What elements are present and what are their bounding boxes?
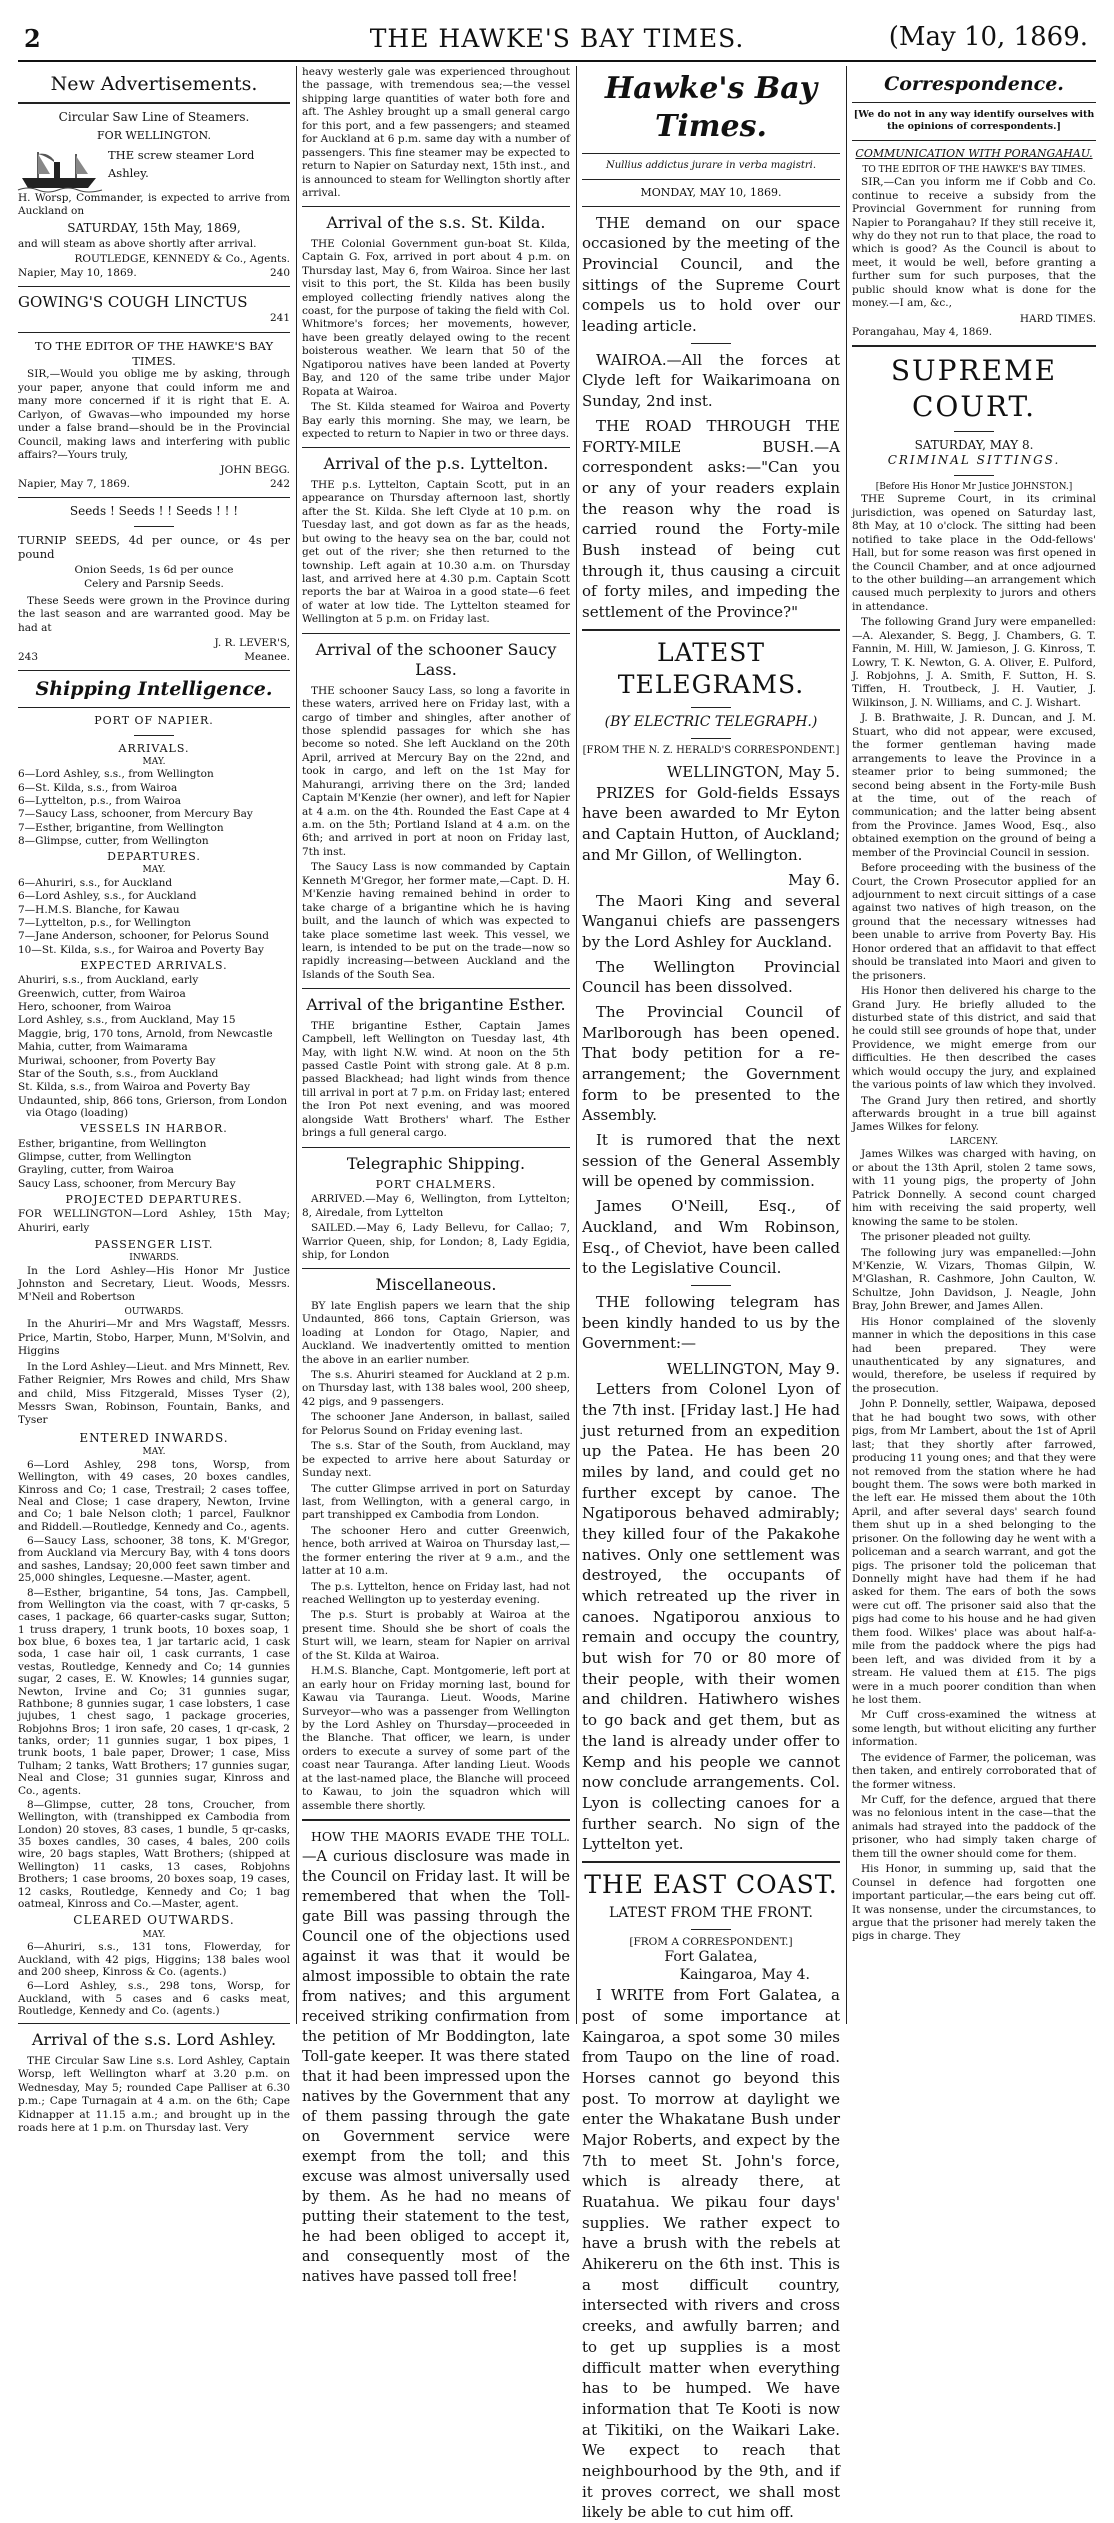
steamer-date: SATURDAY, 15th May, 1869, — [67, 220, 241, 235]
celery-seeds: Celery and Parsnip Seeds. — [84, 577, 224, 590]
court-text: His Honor complained of the slovenly manner in which the depositions in this case had been prepared. They were unauthenticated by any signatures, and would, therefore, be useless if required by the prosecution. — [852, 1315, 1096, 1395]
list-item: 6—St. Kilda, s.s., from Wairoa — [18, 781, 178, 794]
divider — [691, 1285, 731, 1286]
list-item: 7—Esther, brigantine, from Wellington — [18, 821, 224, 834]
newspaper-title: THE HAWKE'S BAY TIMES. — [369, 24, 745, 53]
seeds-place: Meanee. — [244, 650, 290, 663]
list-item: 6—Lord Ashley, s.s., for Auckland — [18, 890, 197, 903]
divider — [852, 345, 1096, 347]
divider — [582, 1861, 840, 1863]
divider — [582, 629, 840, 631]
lyttelton-heading: Arrival of the p.s. Lyttelton. — [323, 454, 549, 474]
divider — [302, 988, 570, 989]
correspondence-note: [We do not in any way identify ourselves with the opinions of correspondents.] — [853, 109, 1095, 133]
arrived-text: ARRIVED.—May 6, Wellington, from Lyttelton; 8, Airedale, from Lyttelton — [302, 1193, 570, 1219]
cleared-item: 6—Lord Ashley, s.s., 298 tons, Worsp, for Auckland, with 5 cases and 6 casks meat, Routledge, Kennedy and Co. (agents.) — [18, 1980, 290, 2018]
evade-text: —A curious disclosure was made in the Council on Friday last. It will be remembered that when the Toll-gate Bill was passing through the Council one of the objections used against it was that it would be almost impossible to obtain the rate from natives; and this argument received striking confirmation from the petition of Mr Boddington, late Toll-gate keeper. It was there stated that it had been impressed upon the natives by the Government that any of them passing through the gate on Government service were exempt from the toll; and this excuse was almost universally used by them. As he had no means of putting their statement to the test, he had been obliged to accept it, and consequently most of the natives have passed toll free! — [302, 1849, 570, 2286]
criminal-sittings: CRIMINAL SITTINGS. — [887, 453, 1061, 468]
divider — [18, 670, 290, 671]
dateline: WELLINGTON, May 5. — [666, 763, 840, 782]
turnip-seeds: TURNIP SEEDS, 4d per ounce, or 4s per pound — [18, 532, 290, 562]
misc-item: H.M.S. Blanche, Capt. Montgomerie, left port at an early hour on Friday morning last, bound for Kawau via Tauranga. Lieut. Woods, Marine Surveyor—who was a passenger from Wellington by the Lord Ashley on Thursday—proceeded in the Blanche. That officer, we learn, is under orders to execute a survey of some part of the coast near Tauranga. After landing Lieut. Woods at the last-named place, the Blanche will proceed to Kawau, to join the squadron which will assemble there shortly. — [302, 1665, 570, 1812]
divider — [18, 497, 290, 498]
list-item: Ahuriri, s.s., from Auckland, early — [18, 974, 199, 987]
arrivals-list — [18, 768, 290, 847]
correspondence-heading: Correspondence. — [884, 73, 1064, 95]
month-label: MAY. — [142, 1447, 166, 1458]
list-item: Lord Ashley, s.s., from Auckland, May 15 — [18, 1014, 236, 1027]
month-label: MAY. — [142, 756, 166, 767]
telegraphic-shipping-heading: Telegraphic Shipping. — [346, 1153, 526, 1173]
divider — [18, 2023, 290, 2024]
departures-list — [18, 877, 290, 956]
telegram-item: It is rumored that the next session of the General Assembly will be opened by commission. — [582, 1131, 840, 1191]
arrival-ashley-continued: heavy westerly gale was experienced throughout the passage, with tremendous sea;—the vessel shipping large quantities of water both fore and aft. The Ashley brought up a small general cargo for this port, and a few passengers; and steamed for Auckland at 6 p.m. same day with a number of passengers. This fine steamer may be expected to return to Napier on Saturday next, 15th inst., and is announced to steam for Wellington shortly after arrival. — [302, 66, 570, 199]
steamer-after: and will steam as above shortly after arrival. — [18, 237, 257, 250]
for-wellington: FOR WELLINGTON. — [97, 128, 211, 142]
divider — [302, 206, 570, 207]
list-item: 7—Saucy Lass, schooner, from Mercury Bay — [18, 808, 253, 821]
divider — [18, 332, 290, 333]
port-heading: PORT OF NAPIER. — [94, 714, 214, 728]
entered-item: 6—Lord Ashley, 298 tons, Worsp, from Wellington, with 49 cases, 20 boxes candles, Kinross and Co; 1 case, Trestrail; 2 cases toffee, Neal and Close; 1 case drapery, Newton, Irvine and Co; 1 bale Nelson cloth; 1 parcel, Faulknor and Riddell.—Routledge, Kennedy and Co., agents. — [18, 1458, 290, 1533]
kilda-text: THE Colonial Government gun-boat St. Kilda, Captain G. Fox, arrived in port about 4 p.m. on Thursday last, May 6, from Wairoa. Since her last visit to this port, the St. Kilda has been busily employed collecting friendly natives along the coast, for the purpose of taking the field with Col. Whitmore's forces; her movements, however, have been greatly delayed owing to the recent boisterous weather. We learn that 50 of the Ngatiporou natives have been landed at Poverty Bay, and 120 of the same tribe under Major Ropata at Wairoa. — [302, 237, 570, 398]
communication-heading: COMMUNICATION WITH PORANGAHAU. — [855, 146, 1093, 160]
misc-item: The s.s. Ahuriri steamed for Auckland at 2 p.m. on Thursday last, with 138 bales wool, 200 sheep, 42 pigs, and 9 passengers. — [302, 1369, 570, 1408]
misc-item: The schooner Jane Anderson, in ballast, sailed for Pelorus Sound on Friday evening last. — [302, 1411, 570, 1437]
steamship-icon — [18, 148, 102, 192]
inwards-text: In the Lord Ashley—His Honor Mr Justice Johnston and Secretary, Lieut. Woods, Messrs. M'Neil and Robertson — [18, 1264, 290, 1304]
seeds-body: These Seeds were grown in the Province during the last season and are warranted good. May be had at — [18, 594, 290, 634]
arrival-ashley-text: THE Circular Saw Line s.s. Lord Ashley, Captain Worsp, left Wellington wharf at 3.20 p.m. on Wednesday, May 5; rounded Cape Palliser at 6.30 p.m.; Cape Turnagain at 4 a.m. on the 6th; Cape Kidnapper at 11.15 a.m.; and brought up in the roads here at 1 p.m. on Thursday last. Very — [18, 2054, 290, 2135]
page-number: 2 — [24, 24, 41, 53]
list-item: 7—Jane Anderson, schooner, for Pelorus Sound — [18, 930, 269, 943]
lead-text: THE demand on our space occasioned by the meeting of the Provincial Council, and the sittings of the Supreme Court compels us to hold over our leading article. — [582, 213, 840, 336]
court-text: Before proceeding with the business of the Court, the Crown Prosecutor applied for an adjournment to next circuit sittings of a case against two natives of high treason, on the ground that the necessary witnesses had been unable to arrive from Poverty Bay. His Honor ordered that an affidavit to that effect should be translated into Maori and given to the prisoners. — [852, 862, 1096, 982]
month-label: MAY. — [142, 1929, 166, 1940]
court-text: The following jury was empanelled:—John M'Kenzie, W. Vizars, Thomas Gilpin, W. M'Glashan, R. Cashmore, John Caulton, W. Schultze, John Davidson, J. Neagle, John Bray, John Brewer, and James Allen. — [852, 1246, 1096, 1313]
saucy-lass-heading: Arrival of the schooner Saucy Lass. — [315, 639, 557, 680]
court-text: The Grand Jury then retired, and shortly afterwards brought in a true bill against James Wilkes for felony. — [852, 1094, 1096, 1134]
cleared-heading: CLEARED OUTWARDS. — [73, 1913, 235, 1928]
telegram-item: The Wellington Provincial Council has been dissolved. — [582, 957, 840, 997]
column-4 — [852, 66, 1096, 2024]
misc-item: BY late English papers we learn that the ship Undaunted, 866 tons, Captain Grierson, was loading at London for Otago, Napier, and Auckland. We inadvertently omitted to mention the above in an earlier number. — [302, 1299, 570, 1366]
column-rule — [576, 66, 577, 2024]
telegram-item: PRIZES for Gold-fields Essays have been awarded to Mr Eyton and Captain Hutton, of Auckland; and Mr Gillon, of Wellington. — [582, 783, 840, 864]
road-note: THE ROAD THROUGH THE FORTY-MILE BUSH.—A correspondent asks:—"Can you or any of your readers explain the reason why the road is carried round the Forty-mile Bush instead of being cut through it, thus causing a circuit of forty miles, and impeding the settlement of the Province?" — [582, 416, 840, 622]
list-item: 6—Lord Ashley, s.s., from Wellington — [18, 768, 214, 781]
electric-telegraph: (BY ELECTRIC TELEGRAPH.) — [604, 713, 818, 730]
list-item: 7—Lyttelton, p.s., for Wellington — [18, 917, 191, 930]
steamer-signature: Napier, May 10, 1869. — [18, 266, 137, 279]
before-justice: [Before His Honor Mr Justice JOHNSTON.] — [875, 481, 1073, 492]
court-text: Mr Cuff cross-examined the witness at some length, but without eliciting any further information. — [852, 1709, 1096, 1749]
supreme-court-heading: SUPREME COURT. — [890, 354, 1058, 424]
shipping-heading: Shipping Intelligence. — [35, 678, 273, 701]
evade-heading: HOW THE MAORIS EVADE THE TOLL. — [311, 1829, 570, 1845]
herald-correspondent: [FROM THE N. Z. HERALD'S CORRESPONDENT.] — [582, 744, 840, 756]
outwards-label: OUTWARDS. — [124, 1306, 184, 1317]
front-text: I WRITE from Fort Galatea, a post of some importance at Kaingaroa, a spot some 30 miles from Taupo on the line of road. Horses cannot go beyond this post. To morrow at daylight we enter the Whakatane Bush under Major Roberts, and expect by the 7th to meet St. John's force, which is already there, at Ruatahua. We pikau four days' supplies. We rather expect to have a brush with the rebels at Ahikereru on the 6th inst. This is a most difficult country, intersected with rivers and cross creeks, and awfully barren; and to get up supplies is a most difficult matter when everything has to be humped. We have information that Te Kooti is now at Tikitiki, on the Waikari Lake. We expect to reach that neighbourhood by the 9th, and if it proves correct, we shall most likely be able to cut him off. — [582, 1986, 840, 2522]
new-ads-heading: New Advertisements. — [50, 73, 258, 95]
latest-front: LATEST FROM THE FRONT. — [608, 1904, 814, 1921]
kilda-heading: Arrival of the s.s. St. Kilda. — [326, 213, 546, 233]
esther-heading: Arrival of the brigantine Esther. — [306, 995, 566, 1015]
communication-date: Porangahau, May 4, 1869. — [852, 326, 993, 339]
projected-text: FOR WELLINGTON—Lord Ashley, 15th May; Ahuriri, early — [18, 1208, 290, 1234]
arrival-ashley-heading: Arrival of the s.s. Lord Ashley. — [31, 2030, 277, 2050]
list-item: Muriwai, schooner, from Poverty Bay — [18, 1054, 216, 1067]
divider — [134, 526, 174, 527]
misc-item: The p.s. Lyttelton, hence on Friday last, had not reached Wellington up to yesterday evening. — [302, 1580, 570, 1607]
column-1 — [18, 66, 290, 2135]
telegram-item: The Maori King and several Wanganui chiefs are passengers by the Lord Ashley for Auckland. — [582, 891, 840, 951]
entered-heading: ENTERED INWARDS. — [79, 1430, 229, 1445]
harbor-list — [18, 1138, 290, 1191]
entered-item: 6—Saucy Lass, schooner, 38 tons, K. M'Gregor, from Auckland via Mercury Bay, with 4 tons doors and sashes, Landsay; 20,000 feet sawn timber and 25,000 shingles, Lequesne.—Master, agent. — [18, 1535, 290, 1585]
divider — [134, 735, 174, 736]
ad-number: 241 — [269, 312, 290, 325]
telegram-item: James O'Neill, Esq., of Auckland, and Wm Robinson, Esq., of Cheviot, have been called to the Legislative Council. — [582, 1197, 840, 1278]
circular-saw-line: Circular Saw Line of Steamers. — [58, 110, 250, 125]
divider — [18, 707, 290, 708]
divider — [954, 475, 994, 476]
cleared-item: 6—Ahuriri, s.s., 131 tons, Flowerday, for Auckland, with 42 pigs, Higgins; 138 bales wool and 200 sheep, Kinross & Co. (agents.) — [18, 1941, 290, 1978]
departures-heading: DEPARTURES. — [107, 850, 201, 864]
ad-number: 240 — [269, 266, 290, 279]
east-coast-heading: THE EAST COAST. — [584, 1869, 838, 1899]
court-text: The following Grand Jury were empanelled:—A. Alexander, S. Begg, J. Chambers, G. T. Fannin, M. Hill, W. Jamieson, J. G. Kinross, T. Lowry, T. K. Newton, G. A. Oliver, E. Pulford, J. Robjohns, J. A. Smith, F. Sutton, H. S. Tiffen, H. Troutbeck, J. H. Vautier, J. Wilkinson, J. N. Williams, and C. J. Wishart. — [852, 616, 1096, 709]
list-item: Greenwich, cutter, from Wairoa — [18, 987, 186, 1000]
list-item: Grayling, cutter, from Wairoa — [18, 1164, 174, 1177]
list-item: Hero, schooner, from Wairoa — [18, 1001, 172, 1014]
column-2 — [302, 66, 570, 2286]
larceny-heading: LARCENY. — [949, 1136, 999, 1147]
court-text: J. B. Brathwaite, J. R. Duncan, and J. M. Stuart, who did not appear, were excused, the former gentleman having made arrangements to leave the Province in a steamer prior to being summoned; the second being absent in the Forty-mile Bush at the time, out of the reach of communication; and the latter being absent from the Province. James Wood, Esq., also obtained exemption on the ground of being a member of the Provincial Council in session. — [852, 712, 1096, 859]
entered-item: 8—Esther, brigantine, 54 tons, Jas. Campbell, from Wellington via the coast, with 7 qr-casks, 5 cases, 1 package, 66 quarter-casks sugar, Sutton; 1 truss drapery, 1 trunk boots, 10 boxes soap, 1 box blue, 6 boxes tea, 1 jar tartaric acid, 1 cask soda, 1 case hair oil, 1 cask currants, 1 case vestas, Routledge, Kennedy and Co; 14 gunnies sugar, 2 cases, E. W. Knowles; 14 gunnies sugar, Newton, Irvine and Co; 31 gunnies sugar, Rathbone; 8 gunnies sugar, 1 case lobsters, 1 case jujubes, 1 chest sago, 1 package groceries, Robjohns Bros; 1 iron safe, 20 cases, 1 qr-cask, 2 tanks, order; 11 gunnies sugar, 1 box pipes, 1 trunk boots, 1 bale paper, Drower; 1 case, Miss Tulham; 2 tanks, Watt Brothers; 17 gunnies sugar, Neal and Close; 31 gunnies sugar, Kinross and Co., agents. — [18, 1586, 290, 1797]
court-text: John P. Donnelly, settler, Waipawa, deposed that he had bought two sows, with other pigs, from Mr Lambert, about the 1st of April last; that they shortly after farrowed, producing 11 young ones; and that they were not removed from the station where he had bought them. The sows were both marked in the left ear. He missed them about the 10th April, and after several days' search found them shut up in a shed belonging to the prisoner. On the following day he went with a policeman and a search warrant, and got the pigs. The prisoner told the policeman that Donnelly might have had them if he had asked for them. The ears of both the sows were cut off. The prisoner said also that the pigs had come to his house and he had given them food. Wilkes' place was about half-a-mile from the paddock where the pigs had been left, and was divided from it by a stream. He valued them at £15. The pigs were in a much poorer condition than when he lost them. — [852, 1398, 1096, 1706]
divider — [852, 140, 1096, 141]
column-3 — [582, 66, 840, 2522]
harbor-heading: VESSELS IN HARBOR. — [80, 1122, 228, 1136]
steamer-agents: ROUTLEDGE, KENNEDY & Co., Agents. — [74, 253, 290, 266]
from-correspondent: [FROM A CORRESPONDENT.] — [629, 1935, 793, 1948]
letter-heading: TO THE EDITOR OF THE HAWKE'S BAY TIMES. — [34, 338, 274, 368]
misc-item: The s.s. Star of the South, from Auckland, may be expected to arrive here about Saturday or Sunday next. — [302, 1440, 570, 1480]
column-rule — [846, 66, 847, 2024]
lyon-telegram: Letters from Colonel Lyon of the 7th inst. [Friday last.] He had just returned from an expedition up the Patea. He has been 20 miles by land, and could get no further except by canoe. The Ngatiporous behaved admirably; they killed four of the Pakakohe natives. Only one settlement was destroyed, the occupants of which retreated up the river in canoes. Ngatiporou anxious to remain and occupy the country, but wish for 70 or 80 more of their people, with their women and children. Hatiwhero wishes to go back and get them, but as the land is already under offer to Kemp and his people we cannot now conclude arrangements. Col. Lyon is collecting canoes for a further search. No sign of the Lyttelton yet. — [582, 1380, 840, 1854]
court-text: Mr Cuff, for the defence, argued that there was no felonious intent in the case—that the animals had strayed into the paddock of the prisoner, who had simply taken charge of them till the owner should come for them. — [852, 1794, 1096, 1860]
communication-signature: HARD TIMES. — [1019, 312, 1096, 325]
motto: Nullius addictus jurare in verba magistri. — [605, 159, 817, 171]
port-chalmers: PORT CHALMERS. — [375, 1178, 497, 1192]
divider — [302, 1147, 570, 1148]
to-editor: TO THE EDITOR OF THE HAWKE'S BAY TIMES. — [862, 164, 1086, 175]
inwards-label: INWARDS. — [129, 1253, 179, 1264]
court-text: His Honor then delivered his charge to the Grand Jury. He briefly alluded to the disturbed state of this district, and said that he could still see grounds of hope that, under Providence, we might emerge from our difficulties. He then described the cases which would occupy the jury, and explained the various points of law which they involved. — [852, 985, 1097, 1092]
kaingaroa-date: Kaingaroa, May 4. — [679, 1967, 810, 1984]
expected-heading: EXPECTED ARRIVALS. — [80, 959, 228, 973]
divider — [954, 431, 994, 432]
arrivals-heading: ARRIVALS. — [118, 741, 190, 755]
divider — [691, 707, 731, 708]
seeds-heading: Seeds ! Seeds ! ! Seeds ! ! ! — [69, 504, 239, 519]
list-item: 6—Ahuriri, s.s., for Auckland — [18, 876, 173, 889]
divider — [582, 153, 840, 154]
list-item: Star of the South, s.s., from Auckland — [18, 1067, 219, 1080]
esther-text: THE brigantine Esther, Captain James Campbell, left Wellington on Tuesday last, 4th May, with light N.W. wind. At noon on the 5th passed Castle Point with strong gale. At 8 p.m. passed Blackhead; had light winds from thence till arrival in port at 7 p.m. on Friday last; entered the Iron Pot next evening, and was moored alongside Watt Brothers' wharf. The Esther brings a full general cargo. — [302, 1019, 570, 1140]
maoris-evade-toll — [302, 1827, 570, 2287]
column-rule — [296, 66, 297, 2024]
letter-date: Napier, May 7, 1869. — [18, 477, 130, 490]
editorial-date: MONDAY, MAY 10, 1869. — [640, 185, 782, 199]
court-text: James Wilkes was charged with having, on or about the 13th April, stolen 2 tame sows, with 11 young pigs, the property of John Patrick Donnelly. A second count charged him with receiving the said property, well knowing the same to be stolen. — [852, 1148, 1096, 1228]
dateline: WELLINGTON, May 9. — [666, 1359, 840, 1378]
divider — [582, 206, 840, 207]
sailed-text: SAILED.—May 6, Lady Bellevu, for Callao; 7, Warrior Queen, ship, for London; 8, Lady Egidia, ship, for London — [302, 1222, 570, 1261]
divider — [691, 1929, 731, 1930]
list-item: Undaunted, ship, 866 tons, Grierson, from London via Otago (loading) — [18, 1094, 288, 1120]
court-text: The evidence of Farmer, the policeman, was then taken, and entirely corroborated that of the former witness. — [852, 1751, 1096, 1791]
issue-date: (May 10, 1869. — [888, 22, 1088, 52]
lyttelton-text: THE p.s. Lyttelton, Captain Scott, put in an appearance on Thursday afternoon last, shortly after the St. Kilda. She left Clyde at 10 p.m. on Tuesday last, and got down as far as the heads, but owing to the heavy sea on the bar, could not get out of the river; she then returned to the township. Left again at 10.30 a.m. on Thursday last, and arrived here at 4.30 p.m. Captain Scott reports the bar at Wairoa in a good state—6 feet of water at low tide. The Lyttelton steamed for Wellington at 5 p.m. on Friday last. — [302, 478, 570, 626]
divider — [691, 738, 731, 739]
divider — [18, 102, 290, 104]
projected-heading: PROJECTED DEPARTURES. — [65, 1193, 243, 1207]
wairoa-note: WAIROA.—All the forces at Clyde left for Waikarimoana on Sunday, 2nd inst. — [582, 350, 840, 411]
month-label: MAY. — [142, 865, 166, 876]
list-item: Maggie, brig, 170 tons, Arnold, from Newcastle — [18, 1027, 273, 1040]
saucy-lass-text: THE schooner Saucy Lass, so long a favorite in these waters, arrived here on Friday last, with a cargo of timber and shingles, after another of those splendid passages for which she has become so noted. She left Auckland on the 20th April, arrived at Mercury Bay on the 22nd, and took in cargo, and left on the 1st May for Mahurangi, arriving there on the 3rd; landed Captain M'Kenzie (her owner), and left for Napier at 4 a.m. on the 4th. Rounded the East Cape at 4 a.m. on the 5th; Portland Island at 4 a.m. on the 6th; and arrived in port at noon on Friday last, 7th inst. — [302, 684, 570, 858]
divider — [691, 343, 731, 344]
list-item: 7—H.M.S. Blanche, for Kawau — [18, 903, 180, 916]
miscellaneous-heading: Miscellaneous. — [375, 1275, 497, 1295]
list-item: 6—Lyttelton, p.s., from Wairoa — [18, 794, 181, 807]
dateline: May 6. — [788, 871, 840, 890]
onion-seeds: Onion Seeds, 1s 6d per ounce — [74, 564, 234, 577]
letter-signature: JOHN BEGG. — [220, 464, 290, 477]
list-item: 10—St. Kilda, s.s., for Wairoa and Poverty Bay — [18, 943, 264, 956]
expected-list — [18, 974, 290, 1119]
court-text: His Honor, in summing up, said that the Counsel in defence had forgotten one important particular,—the ears being cut off. It was nonsense, under the circumstances, to argue that the prisoner had merely taken the pigs in charge. They — [852, 1863, 1096, 1943]
outwards-text: In the Ahuriri—Mr and Mrs Wagstaff, Messrs. Price, Martin, Stobo, Harper, Munn, M'Solvin, and Higgins — [18, 1318, 290, 1358]
telegram-item: The Provincial Council of Marlborough has been opened. That body petition for a re-arrangement; the Government form to be presented to the Assembly. — [582, 1002, 840, 1125]
telegrams-heading: LATEST TELEGRAMS. — [617, 637, 805, 699]
misc-item: The p.s. Sturt is probably at Wairoa at the present time. Should she be short of coals the Sturt will, we learn, steam for Napier on arrival of the St. Kilda at Wairoa. — [302, 1609, 570, 1662]
steamer-ad — [18, 146, 290, 281]
ad-number: 243 — [18, 650, 39, 663]
seeds-signature: J. R. LEVER'S, — [214, 637, 290, 650]
steamer-body: H. Worsp, Commander, is expected to arrive from Auckland on — [18, 191, 290, 218]
court-date: SATURDAY, MAY 8. — [914, 438, 1034, 453]
court-text: THE Supreme Court, in its criminal jurisdiction, was opened on Saturday last, 8th May, at 10 o'clock. The sitting had been notified to take place in the Odd-fellows' Hall, but for some reason was first opened in the Council Chamber, and at once adjourned to the other building—an arrangement which caused much perplexity to jurors and others in attendance. — [852, 493, 1096, 613]
list-item: Mahia, cutter, from Waimarama — [18, 1041, 188, 1054]
divider — [582, 179, 840, 180]
letter-body: SIR,—Would you oblige me by asking, through your paper, anyone that could inform me and many more concerned if it is right that E. A. Carlyon, of Gwavas—who impounded my horse under a false brand—should be in the Provincial Council, making laws and interfering with public affairs?—Yours truly, — [18, 368, 290, 461]
list-item: Glimpse, cutter, from Wellington — [18, 1150, 192, 1163]
divider — [852, 102, 1096, 103]
passenger-heading: PASSENGER LIST. — [94, 1237, 214, 1251]
list-item: 8—Glimpse, cutter, from Wellington — [18, 835, 209, 848]
paper-title: Hawke's Bay Times. — [604, 71, 818, 145]
gowing-ad: GOWING'S COUGH LINCTUS — [18, 293, 248, 312]
entered-item: 8—Glimpse, cutter, 28 tons, Croucher, from Wellington, with (transhipped ex Cambodia from London) 20 stoves, 83 cases, 1 bundle, 5 qr-casks, 35 boxes candles, 30 cases, 4 bales, 200 coils wire, 20 bags staples, Watt Brothers; (shipped at Wellington) 11 casks, 13 cases, Robjohns Brothers; 1 case brooms, 20 boxes soap, 19 cases, 12 casks, Routledge, Kennedy and Co; 1 bag oatmeal, Kinross and Co.—Master, agent. — [18, 1798, 290, 1910]
divider — [302, 447, 570, 448]
misc-item: The cutter Glimpse arrived in port on Saturday last, from Wellington, with a general cargo, in part transhipped ex Cambodia from London. — [302, 1482, 570, 1522]
divider — [18, 286, 290, 287]
steamer-heading: THE screw steamer Lord Ashley. — [108, 147, 255, 181]
fort-galatea: Fort Galatea, — [664, 1949, 758, 1966]
outwards-text: In the Lord Ashley—Lieut. and Mrs Minnett, Rev. Father Reignier, Mrs Rowes and child, Mrs Shaw and child, Miss Fitzgerald, Misses Tyser (2), Messrs Swan, Robinson, Fountain, Banks, and Tyser — [18, 1360, 290, 1427]
divider — [302, 1819, 570, 1821]
list-item: Saucy Lass, schooner, from Mercury Bay — [18, 1177, 236, 1190]
kilda-text: The St. Kilda steamed for Wairoa and Poverty Bay early this morning. She may, we learn, be expected to return to Napier in two or three days. — [302, 401, 570, 440]
list-item: St. Kilda, s.s., from Wairoa and Poverty Bay — [18, 1081, 250, 1094]
divider — [302, 633, 570, 634]
divider — [302, 1268, 570, 1269]
court-text: The prisoner pleaded not guilty. — [861, 1231, 1031, 1244]
masthead — [18, 18, 1096, 62]
communication-body: SIR,—Can you inform me if Cobb and Co. continue to receive a subsidy from the Provincial Government for running from Napier to Porangahau? If they still receive it, why do they not run to that place, the road to which is good? As the Council is about to meet, it would be well, before granting a further sum for such purposes, that the public should know what is done for the money.—I am, &c., — [852, 176, 1096, 310]
misc-item: The schooner Hero and cutter Greenwich, hence, both arrived at Wairoa on Thursday last,—the former entering the river at 9 a.m., and the latter at 10 a.m. — [302, 1524, 570, 1578]
saucy-lass-text: The Saucy Lass is now commanded by Captain Kenneth M'Gregor, her former mate,—Capt. D. H. M'Kenzie having remained behind in order to take charge of a brigantine which he is having built, and the launch of which was expected to take place sometime last week. This vessel, we learn, is intended to be put on the trade—now so rapidly increasing—between Auckland and the Islands of the South Sea. — [302, 861, 570, 981]
list-item: Esther, brigantine, from Wellington — [18, 1137, 207, 1150]
telegram-intro: THE following telegram has been kindly handed to us by the Government:— — [582, 1292, 840, 1353]
ad-number: 242 — [269, 477, 290, 490]
